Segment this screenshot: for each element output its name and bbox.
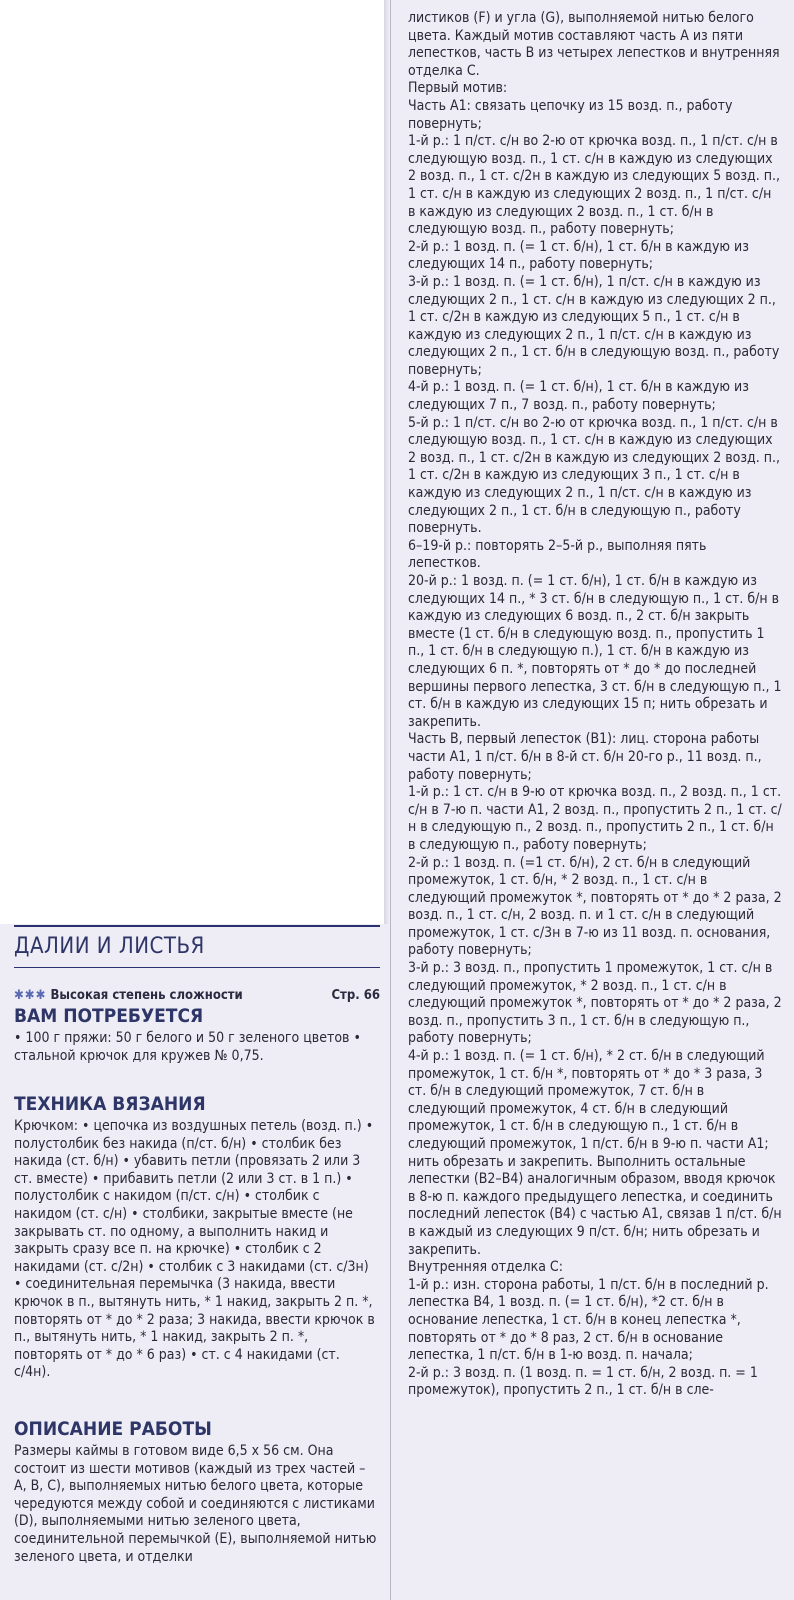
title-bottom-rule (14, 967, 380, 968)
materials-heading: ВАМ ПОТРЕБУЕТСЯ (14, 1005, 204, 1027)
paragraph: 3-й р.: 1 возд. п. (= 1 ст. б/н), 1 п/ст. с/н в каждую из следующих 2 п., 1 ст. с/н в каждую из следующих 2 п., 1 ст. с/2н в каждую из следующих 5 п., 1 ст. с/н в каждую из следующих 2 п., 1 п/ст. с/н в каждую из следующих 2 п., 1 ст. б/н в следующую возд. п., работу повернуть; (408, 273, 780, 378)
paragraph: Первый мотив: (408, 80, 508, 97)
paragraph: 4-й р.: 1 возд. п. (= 1 ст. б/н), 1 ст. б/н в каждую из следующих 7 п., 7 возд. п., работу повернуть; (408, 379, 749, 414)
difficulty-label: Высокая степень сложности (50, 988, 243, 1003)
paragraph: 2-й р.: 1 возд. п. (=1 ст. б/н), 2 ст. б/н в следующий промежуток, 1 ст. б/н, * 2 возд. п., 1 ст. с/н в следующий промежуток *, повторять от * до * 2 раза, 2 возд. п., 1 ст. с/н, 2 возд. п. и 1 ст. с/н в следующий промежуток, 1 ст. с/3н в 7-ю из 11 возд. п. основания, работу повернуть; (408, 854, 782, 959)
paragraph: 1-й р.: 1 ст. с/н в 9-ю от крючка возд. п., 2 возд. п., 1 ст. с/н в 7-ю п. части A1, 2 возд. п., пропустить 2 п., 1 ст. с/н в следующую п., 2 возд. п., пропустить 2 п., 1 ст. б/н в следующую п., работу повернуть; (408, 784, 782, 853)
paragraph: 2-й р.: 3 возд. п. (1 возд. п. = 1 ст. б/н, 2 возд. п. = 1 промежуток), пропустить 2 п., 1 ст. б/н в сле- (408, 1364, 758, 1399)
description-text: Размеры каймы в готовом виде 6,5 x 56 см. Она состоит из шести мотивов (каждый из трех частей – A, B, C), выполняемых нитью белого цвета, которые чередуются между собой и соединяются с листиками (D), выполняемыми нитью зеленого цвета, соединительной перемычкой (E), выполняемой нитью зеленого цвета, и отделки (14, 1443, 377, 1565)
right-column-text (408, 10, 782, 1400)
paragraph: 20-й р.: 1 возд. п. (= 1 ст. б/н), 1 ст. б/н в каждую из следующих 14 п., * 3 ст. б/н в следующую п., 1 ст. б/н в каждую из следующих 6 возд. п., 2 ст. б/н закрыть вместе (1 ст. б/н в следующую возд. п., пропустить 1 п., 1 ст. б/н в следующую п.), 1 ст. б/н в каждую из следующих 6 п. *, повторять от * до * до последней вершины первого лепестка, 3 ст. б/н в следующую п., 1 ст. б/н в каждую из следующих 15 п; нить обрезать и закрепить. (408, 573, 782, 730)
title-top-rule (14, 925, 380, 927)
paragraph: листиков (F) и угла (G), выполняемой нитью белого цвета. Каждый мотив составляют часть A из пяти лепестков, часть B из четырех лепестков и внутренняя отделка C. (408, 10, 780, 79)
paragraph: 6–19-й р.: повторять 2–5-й р., выполняя пять лепестков. (408, 537, 707, 572)
paragraph: 2-й р.: 1 возд. п. (= 1 ст. б/н), 1 ст. б/н в каждую из следующих 14 п., работу повернуть; (408, 238, 749, 273)
difficulty-stars-icon: ✱✱✱ (14, 988, 47, 1003)
paragraph: 3-й р.: 3 возд. п., пропустить 1 промежуток, 1 ст. с/н в следующий промежуток, * 2 возд. п., 1 ст. с/н в следующий промежуток *, повторять от * до * 2 раза, 2 возд. п., пропустить 3 п., 1 ст. б/н в следующую п., работу повернуть; (408, 960, 782, 1047)
blank-page-area (0, 0, 384, 924)
paragraph: 1-й р.: 1 п/ст. с/н во 2-ю от крючка возд. п., 1 п/ст. с/н в следующую возд. п., 1 ст. с/н в каждую из следующих 2 возд. п., 1 ст. с/2н в каждую из следующих 5 возд. п., 1 ст. с/н в каждую из следующих 2 возд. п., 1 п/ст. с/н в каждую из следующих 2 возд. п., 1 ст. б/н в следующую возд. п., работу повернуть; (408, 133, 780, 238)
paragraph: Часть B, первый лепесток (B1): лиц. сторона работы части A1, 1 п/ст. б/н в 8-й ст. б/н 20-го р., 11 возд. п., работу повернуть; (408, 731, 762, 783)
technique-heading: ТЕХНИКА ВЯЗАНИЯ (14, 1093, 206, 1115)
materials-text: • 100 г пряжи: 50 г белого и 50 г зеленого цветов • стальной крючок для кружев № 0,75. (14, 1030, 361, 1064)
technique-text: Крючком: • цепочка из воздушных петель (возд. п.) • полустолбик без накида (п/ст. б/н) • столбик без накида (ст. б/н) • убавить петли (провязать 2 или 3 ст. вместе) • прибавить петли (2 или 3 ст. в 1 п.) • полустолбик с накидом (п/ст. с/н) • столбик с накидом (ст. с/н) • столбики, закрытые вместе (не закрывать ст. по одному, а выполнить накид и закрыть сразу все п. на крючке) • столбик с 2 накидами (ст. с/2н) • столбик с 3 накидами (ст. с/3н) • соединительная перемычка (3 накида, ввести крючок в п., вытянуть нить, * 1 накид, закрыть 2 п. *, повторять от * до * 2 раза; 3 накида, ввести крючок в п., вытянуть нить, * 1 накид, закрыть 2 п. *, повторять от * до * 6 раз) • ст. с 4 накидами (ст. с/4н). (14, 1118, 375, 1381)
article-title: ДАЛИИ И ЛИСТЬЯ (14, 934, 205, 959)
difficulty-label-group (14, 988, 243, 1003)
paragraph: 5-й р.: 1 п/ст. с/н во 2-ю от крючка возд. п., 1 п/ст. с/н в следующую возд. п., 1 ст. с/н в каждую из следующих 2 возд. п., 1 ст. с/2н в каждую из следующих 2 возд. п., 1 ст. с/2н в каждую из следующих 3 п., 1 ст. с/н в каждую из следующих 2 п., 1 п/ст. с/н в каждую из следующих 2 п., 1 ст. б/н в следующую п., работу повернуть. (408, 414, 780, 537)
difficulty-row (14, 988, 380, 1003)
paragraph: Часть A1: связать цепочку из 15 возд. п., работу повернуть; (408, 97, 733, 132)
paragraph: 1-й р.: изн. сторона работы, 1 п/ст. б/н в последний р. лепестка B4, 1 возд. п. (= 1 ст. б/н), *2 ст. б/н в основание лепестка, 1 ст. б/н в конец лепестка *, повторять от * до * 8 раз, 2 ст. б/н в основание лепестка, 1 п/ст. б/н в 1-ю возд. п. начала; (408, 1276, 769, 1364)
description-heading: ОПИСАНИЕ РАБОТЫ (14, 1418, 212, 1440)
paragraph: Внутренняя отделка C: (408, 1259, 563, 1276)
paragraph: 4-й р.: 1 возд. п. (= 1 ст. б/н), * 2 ст. б/н в следующий промежуток, 1 ст. б/н *, повторять от * до * 3 раза, 3 ст. б/н в следующий промежуток, 7 ст. б/н в следующий промежуток, 4 ст. б/н в следующий промежуток, 1 ст. б/н в следующую п., 1 ст. б/н в следующий промежуток, 1 п/ст. б/н в 9-ю п. части A1; нить обрезать и закрепить. Выполнить остальные лепестки (B2–B4) аналогичным образом, вводя крючок в 8-ю п. каждого предыдущего лепестка, и соединить последний лепесток (B4) с частью A1, связав 1 п/ст. б/н в каждый из следующих 9 п/ст. б/н; нить обрезать и закрепить. (408, 1048, 782, 1258)
page-reference: Стр. 66 (331, 988, 380, 1003)
